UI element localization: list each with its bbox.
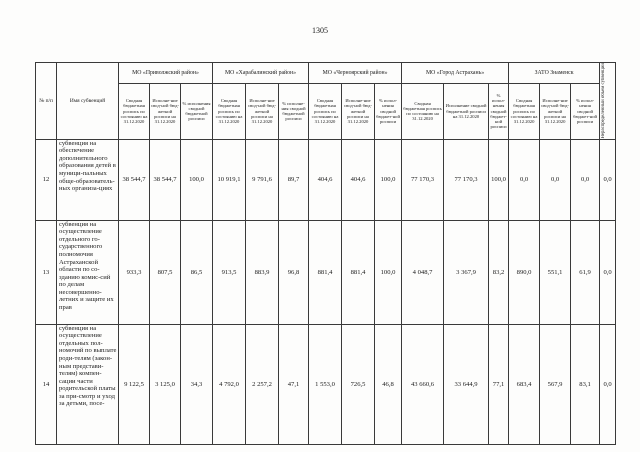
- header-group-chernoyarsky: МО «Черноярский район»: [309, 63, 402, 84]
- cell-value: 61,9: [571, 220, 600, 324]
- cell-value: 38 544,7: [150, 139, 181, 220]
- cell-value: 3 125,0: [150, 324, 181, 444]
- cell-value: 551,1: [540, 220, 571, 324]
- header-col-budget: Сводная бюджетная роспись по состоянию на 31.12.2020: [309, 83, 342, 139]
- subvention-table: [35, 62, 616, 445]
- cell-value: 1 553,0: [309, 324, 342, 444]
- cell-value: 77,1: [489, 324, 509, 444]
- cell-value: 913,5: [213, 220, 246, 324]
- header-col-percent: % испол-нения сводной бюджет-ной росписи: [489, 83, 509, 139]
- header-col-budget: Сводная бюджетная роспись по состоянию на 31.12.2020: [213, 83, 246, 139]
- cell-value: 0,0: [600, 324, 616, 444]
- header-col-percent: % испол-нения сводной бюджет-ной росписи: [571, 83, 600, 139]
- cell-value: 890,0: [509, 220, 540, 324]
- cell-value: 47,1: [279, 324, 309, 444]
- cell-value: 96,8: [279, 220, 309, 324]
- cell-value: 0,0: [509, 139, 540, 220]
- cell-value: 46,8: [375, 324, 402, 444]
- cell-value: 100,0: [375, 220, 402, 324]
- cell-value: 100,0: [489, 139, 509, 220]
- header-col-percent: % испол-нения сводной бюджет-ной росписи: [375, 83, 402, 139]
- cell-value: 881,4: [309, 220, 342, 324]
- header-subvention-name: Имя субвенций: [57, 63, 119, 140]
- header-col-percent: % исполне-ния сводной бюджетной росписи: [279, 83, 309, 139]
- cell-value: 807,5: [150, 220, 181, 324]
- cell-value: 404,6: [342, 139, 375, 220]
- cell-value: 404,6: [309, 139, 342, 220]
- table-row: [36, 139, 616, 220]
- page-number: 1305: [312, 26, 328, 35]
- cell-value: 83,2: [489, 220, 509, 324]
- cell-value: 83,1: [571, 324, 600, 444]
- header-col-execution: Исполне-ние свод-ной бюд-жетной росписи на 31.12.2020: [246, 83, 279, 139]
- header-col-budget: Сводная бюджетная роспись по состоянию на 31.12.2020: [509, 83, 540, 139]
- cell-value: 726,5: [342, 324, 375, 444]
- header-col-execution: Исполне-ние свод-ной бюд-жетной росписи на 31.12.2020: [342, 83, 375, 139]
- cell-value: 77 170,3: [444, 139, 489, 220]
- header-col-execution: Исполне-ние свод-ной бюд-жетной росписи на 31.12.2020: [150, 83, 181, 139]
- header-group-kharabalinsky: МО «Харабалинский район»: [213, 63, 309, 84]
- header-group-znamensk: ЗАТО Знаменск: [509, 63, 600, 84]
- cell-value: 43 660,6: [402, 324, 444, 444]
- header-col-percent: % исполнения сводной бюджетной росписи: [181, 83, 213, 139]
- cell-value: 100,0: [181, 139, 213, 220]
- cell-value: 0,0: [571, 139, 600, 220]
- cell-value: 9 122,5: [119, 324, 150, 444]
- cell-value: 0,0: [600, 220, 616, 324]
- header-group-astrakhan: МО «Город Астрахань»: [402, 63, 509, 84]
- cell-value: 34,3: [181, 324, 213, 444]
- cell-value: 567,9: [540, 324, 571, 444]
- header-col-budget: Сводная бюджетная роспись по состоянию на 31.12.2020: [402, 83, 444, 139]
- cell-value: 0,0: [600, 139, 616, 220]
- cell-value: 2 257,2: [246, 324, 279, 444]
- header-subcolumn-row: [36, 83, 616, 139]
- row-number: 13: [36, 220, 57, 324]
- cell-value: 3 367,9: [444, 220, 489, 324]
- cell-value: 86,5: [181, 220, 213, 324]
- header-row-number: № п/п: [36, 63, 57, 140]
- cell-value: 100,0: [375, 139, 402, 220]
- header-col-execution: Исполнение сводной бюджетной росписи на 31.12.2020: [444, 83, 489, 139]
- cell-value: 77 170,3: [402, 139, 444, 220]
- header-group-row: [36, 63, 616, 84]
- cell-value: 881,4: [342, 220, 375, 324]
- header-col-budget: Сводная бюджетная роспись по состоянию на 31.12.2020: [119, 83, 150, 139]
- cell-value: 933,3: [119, 220, 150, 324]
- cell-value: 89,7: [279, 139, 309, 220]
- row-number: 12: [36, 139, 57, 220]
- header-unallocated-volume: [600, 63, 616, 140]
- header-col-execution: Исполне-ние свод-ной бюд-жетной росписи на 31.12.2020: [540, 83, 571, 139]
- subvention-name: субвенция на осуществление отдельного го-сударственного полномочия Астраханской области по со-зданию комис-сий по делам несовершенно-летних и защите их прав: [57, 220, 119, 324]
- header-group-privolzhsky: МО «Приволжский район»: [119, 63, 213, 84]
- header-unallocated-label: Нераспределенный объем субвенции: [601, 63, 607, 139]
- cell-value: 9 791,6: [246, 139, 279, 220]
- table-row: [36, 324, 616, 444]
- cell-value: 10 919,1: [213, 139, 246, 220]
- cell-value: 4 792,0: [213, 324, 246, 444]
- subvention-name: субвенция на осуществление отдельных пол-номочий по выплате роди-телям (закон-ным представи-телям) компен-сации части родительской платы за при-смотр и уход за детьми, посе-: [57, 324, 119, 444]
- cell-value: 883,9: [246, 220, 279, 324]
- row-number: 14: [36, 324, 57, 444]
- table-row: [36, 220, 616, 324]
- cell-value: 683,4: [509, 324, 540, 444]
- cell-value: 38 544,7: [119, 139, 150, 220]
- cell-value: 0,0: [540, 139, 571, 220]
- cell-value: 33 644,9: [444, 324, 489, 444]
- cell-value: 4 048,7: [402, 220, 444, 324]
- subvention-name: субвенция на обеспечение дополнительного образования детей в муници-пальных обще-образователь-ных организа-циях: [57, 139, 119, 220]
